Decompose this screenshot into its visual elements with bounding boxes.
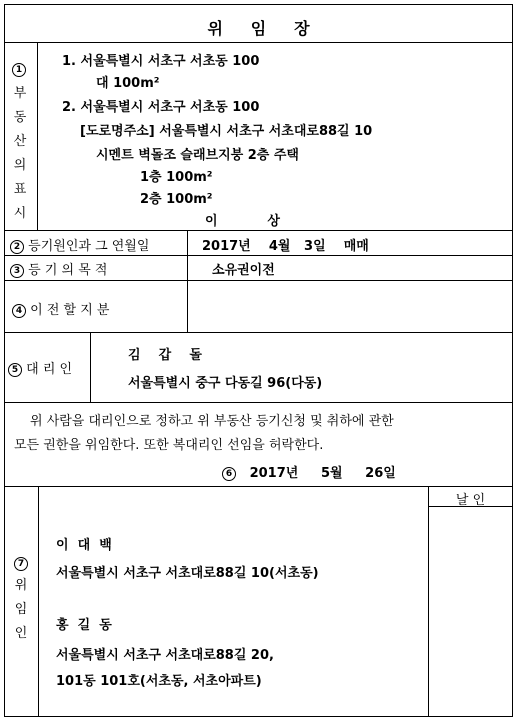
property-line-5: 시멘트 벽돌조 슬래브지붕 2층 주택 — [96, 148, 299, 163]
divider — [4, 486, 513, 487]
divider — [90, 332, 91, 402]
statement-line-2: 모든 권한을 위임한다. 또한 복대리인 선임을 허락한다. — [14, 438, 324, 453]
share-label: 4 이 전 할 지 분 — [12, 299, 109, 318]
form-title: 위 임 장 — [207, 19, 310, 38]
end-mark: 이 상 — [205, 214, 280, 229]
purpose-label: 3 등 기 의 목 적 — [10, 259, 107, 278]
agent-address: 서울특별시 중구 다동길 96(다동) — [128, 376, 323, 391]
section-number: 7 — [14, 556, 28, 571]
property-line-7: 2층 100m² — [140, 192, 213, 207]
property-label: 부 동 산 의 표 시 — [13, 86, 27, 221]
section-number: 1 — [12, 62, 26, 77]
divider — [37, 42, 38, 230]
principal-1-name: 이 대 백 — [56, 538, 112, 553]
property-line-3: 2. 서울특별시 서초구 서초동 100 — [62, 100, 260, 115]
property-line-6: 1층 100m² — [140, 170, 213, 185]
divider — [4, 230, 513, 231]
purpose-value: 소유권이전 — [212, 263, 275, 278]
principal-2-address-line-2: 101동 101호(서초동, 서초아파트) — [56, 674, 262, 689]
agent-label: 5 대 리 인 — [8, 358, 72, 377]
principals-label: 위 임 인 — [14, 578, 28, 641]
statement-date: 6 2017년 5월 26일 — [222, 462, 396, 481]
principal-1-address: 서울특별시 서초구 서초대로88길 10(서초동) — [56, 566, 319, 581]
seal-header: 날 인 — [455, 493, 486, 508]
cause-label: 2 등기원인과 그 연월일 — [10, 235, 149, 254]
principal-2-name: 홍 길 동 — [56, 618, 112, 633]
seal-area — [429, 507, 512, 716]
divider — [187, 280, 188, 332]
divider — [4, 255, 513, 256]
agent-name: 김 갑 돌 — [128, 348, 202, 363]
property-line-4: [도로명주소] 서울특별시 서초구 서초대로88길 10 — [80, 124, 373, 139]
statement-line-1: 위 사람을 대리인으로 정하고 위 부동산 등기신청 및 취하에 관한 — [30, 414, 394, 429]
property-line-1: 1. 서울특별시 서초구 서초동 100 — [62, 54, 260, 69]
property-line-2: 대 100m² — [96, 76, 160, 91]
divider — [4, 402, 513, 403]
cause-value: 2017년 4월 3일 매매 — [202, 239, 369, 254]
divider — [38, 486, 39, 717]
divider — [4, 280, 513, 281]
divider — [4, 42, 513, 43]
divider — [4, 332, 513, 333]
principal-2-address-line-1: 서울특별시 서초구 서초대로88길 20, — [56, 648, 274, 663]
